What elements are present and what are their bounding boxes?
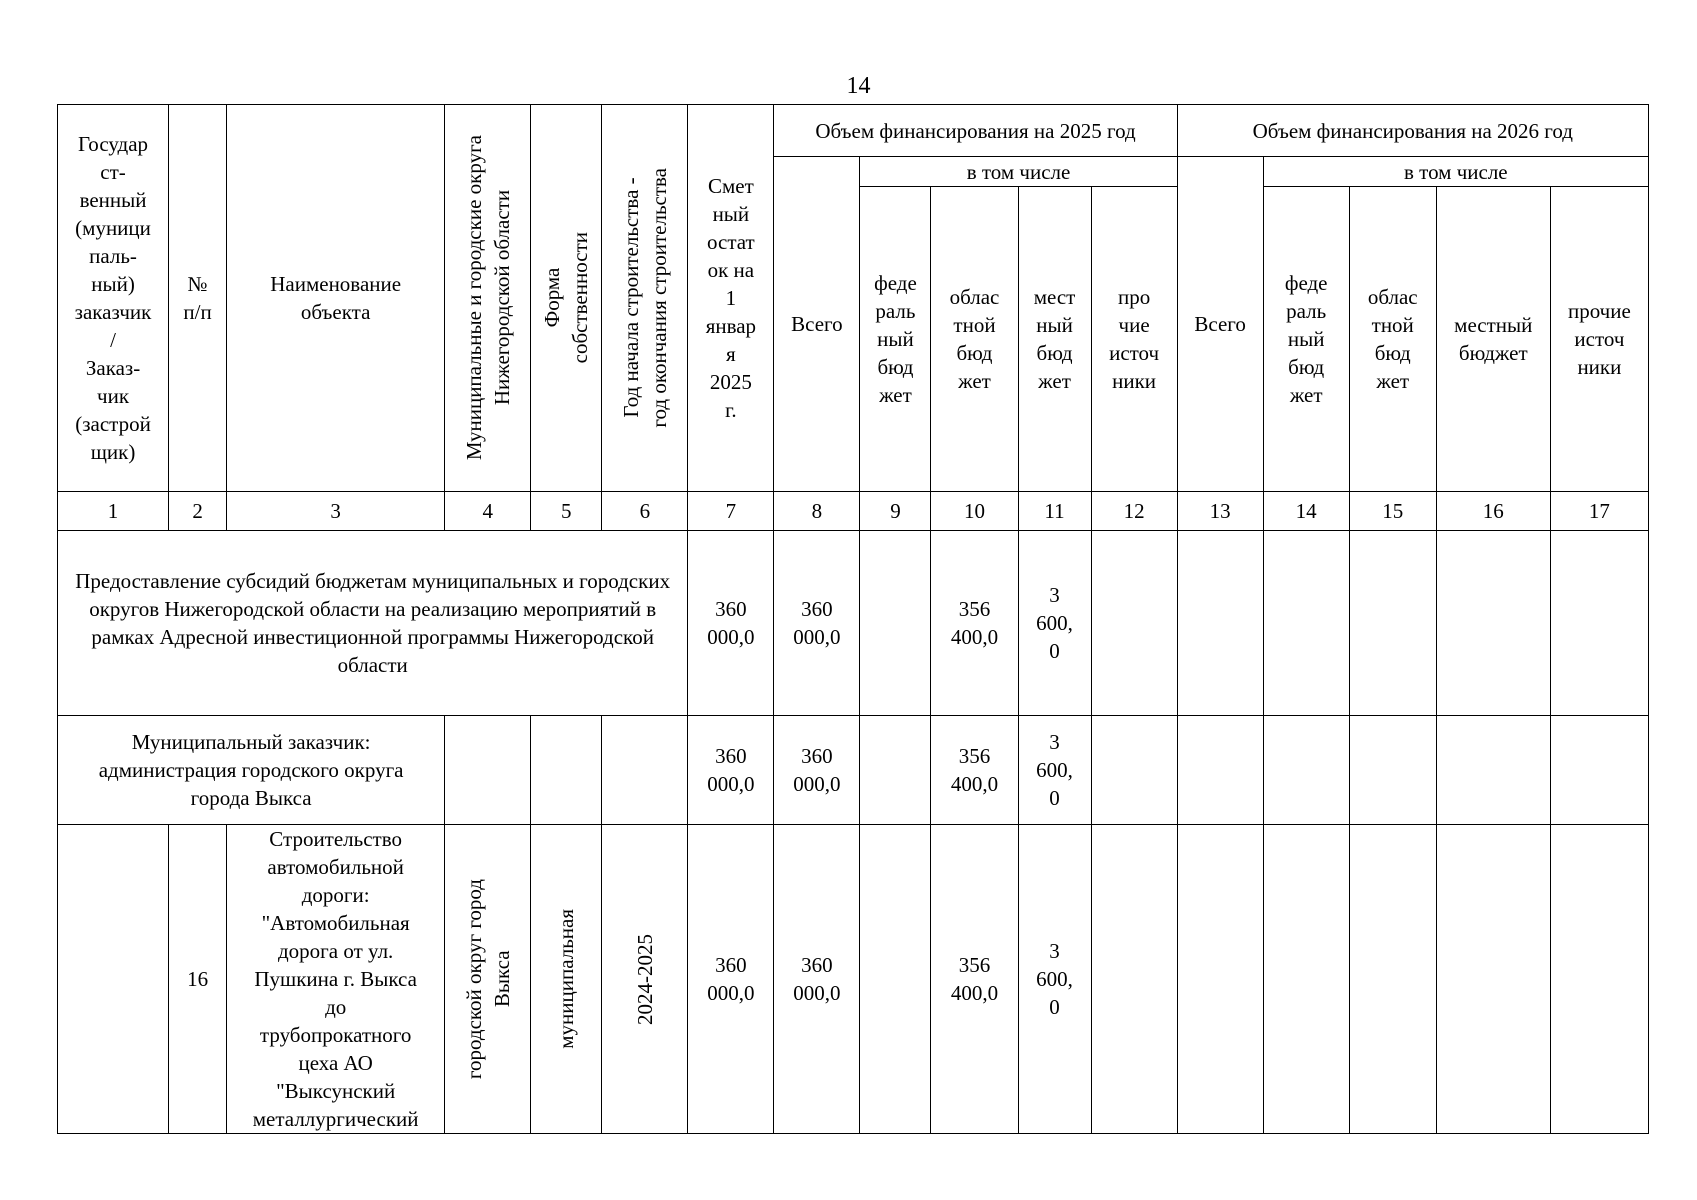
column-number: 10 <box>931 492 1018 531</box>
empty-cell <box>860 825 931 1134</box>
project-ownership: муниципальная <box>554 909 579 1049</box>
header-years: Год начала строительства - год окончания строительства <box>618 168 671 428</box>
column-number: 1 <box>58 492 169 531</box>
column-number: 5 <box>531 492 602 531</box>
column-number: 8 <box>774 492 860 531</box>
header-object-name: Наименование объекта <box>227 105 445 492</box>
column-number: 16 <box>1436 492 1550 531</box>
header-municipality: Муниципальные и городские округа Нижегородской области <box>461 135 514 461</box>
page-number: 14 <box>846 73 871 99</box>
header-local-2026: местный бюджет <box>1436 187 1550 492</box>
subsidy-local-2025: 3 600, 0 <box>1018 531 1091 716</box>
header-regional-2026: облас тной бюд жет <box>1349 187 1436 492</box>
column-number: 14 <box>1263 492 1349 531</box>
header-regional-2025: облас тной бюд жет <box>931 187 1018 492</box>
empty-cell <box>1436 716 1550 825</box>
empty-cell <box>1550 825 1648 1134</box>
header-municipality-cell <box>445 105 531 492</box>
header-funding-2025: Объем финансирования на 2025 год <box>774 105 1177 157</box>
column-number: 13 <box>1177 492 1263 531</box>
header-total-2025: Всего <box>774 157 860 492</box>
table-row <box>58 531 1649 716</box>
empty-cell <box>1349 716 1436 825</box>
subsidy-total-2025: 360 000,0 <box>774 531 860 716</box>
column-number: 11 <box>1018 492 1091 531</box>
empty-cell <box>1436 531 1550 716</box>
header-other-2026: прочие источ ники <box>1550 187 1648 492</box>
project-total-2025: 360 000,0 <box>774 825 860 1134</box>
header-other-2025: про чие источ ники <box>1091 187 1177 492</box>
header-local-2025: мест ный бюд жет <box>1018 187 1091 492</box>
empty-cell <box>860 716 931 825</box>
column-number: 12 <box>1091 492 1177 531</box>
project-name: Строительство автомобильной дороги: "Автомобильная дорога от ул. Пушкина г. Выкса до трубопрокатного цеха АО "Выксунский металлургический <box>227 825 445 1134</box>
project-ownership-cell <box>531 825 602 1134</box>
empty-cell <box>1091 531 1177 716</box>
empty-cell <box>1436 825 1550 1134</box>
empty-cell <box>1177 531 1263 716</box>
subsidy-remaining: 360 000,0 <box>688 531 774 716</box>
column-number: 2 <box>169 492 227 531</box>
header-remaining: Смет ный остат ок на 1 январ я 2025 г. <box>688 105 774 492</box>
header-federal-2026: феде раль ный бюд жет <box>1263 187 1349 492</box>
investment-program-table <box>57 104 1649 1134</box>
empty-cell <box>1550 716 1648 825</box>
empty-cell <box>1177 716 1263 825</box>
empty-cell <box>1177 825 1263 1134</box>
subsidy-regional-2025: 356 400,0 <box>931 531 1018 716</box>
header-years-cell <box>602 105 688 492</box>
table-row <box>58 825 1649 1134</box>
customer-regional-2025: 356 400,0 <box>931 716 1018 825</box>
header-funding-2026: Объем финансирования на 2026 год <box>1177 105 1648 157</box>
header-ownership: Форма собственности <box>540 232 593 364</box>
project-years: 2024-2025 <box>632 933 657 1025</box>
empty-cell <box>445 716 531 825</box>
empty-cell <box>1263 531 1349 716</box>
header-including-2026: в том числе <box>1263 157 1648 187</box>
table-row <box>58 716 1649 825</box>
empty-cell <box>1263 716 1349 825</box>
customer-local-2025: 3 600, 0 <box>1018 716 1091 825</box>
customer-total-2025: 360 000,0 <box>774 716 860 825</box>
customer-remaining: 360 000,0 <box>688 716 774 825</box>
project-number: 16 <box>169 825 227 1134</box>
empty-cell <box>1091 716 1177 825</box>
project-municipality: городской округ город Выкса <box>461 878 514 1080</box>
project-years-cell <box>602 825 688 1134</box>
header-federal-2025: феде раль ный бюд жет <box>860 187 931 492</box>
column-number: 6 <box>602 492 688 531</box>
subsidy-title: Предоставление субсидий бюджетам муниципальных и городских округов Нижегородской области на реализацию мероприятий в рамках Адресной инвестиционной программы Нижегородской области <box>58 531 688 716</box>
empty-cell <box>1550 531 1648 716</box>
empty-cell <box>58 825 169 1134</box>
column-numbers-row <box>58 492 1649 531</box>
empty-cell <box>1349 825 1436 1134</box>
empty-cell <box>531 716 602 825</box>
column-number: 9 <box>860 492 931 531</box>
header-total-2026: Всего <box>1177 157 1263 492</box>
project-remaining: 360 000,0 <box>688 825 774 1134</box>
empty-cell <box>860 531 931 716</box>
header-including-2025: в том числе <box>860 157 1177 187</box>
empty-cell <box>1349 531 1436 716</box>
column-number: 7 <box>688 492 774 531</box>
column-number: 17 <box>1550 492 1648 531</box>
header-customer: Государ ст- венный (муници паль- ный) заказчик / Заказ- чик (застрой щик) <box>58 105 169 492</box>
column-number: 4 <box>445 492 531 531</box>
customer-title: Муниципальный заказчик: администрация городского округа города Выкса <box>58 716 445 825</box>
column-number: 3 <box>227 492 445 531</box>
empty-cell <box>1263 825 1349 1134</box>
project-local-2025: 3 600, 0 <box>1018 825 1091 1134</box>
project-municipality-cell <box>445 825 531 1134</box>
header-number: № п/п <box>169 105 227 492</box>
column-number: 15 <box>1349 492 1436 531</box>
project-regional-2025: 356 400,0 <box>931 825 1018 1134</box>
header-ownership-cell <box>531 105 602 492</box>
empty-cell <box>1091 825 1177 1134</box>
empty-cell <box>602 716 688 825</box>
